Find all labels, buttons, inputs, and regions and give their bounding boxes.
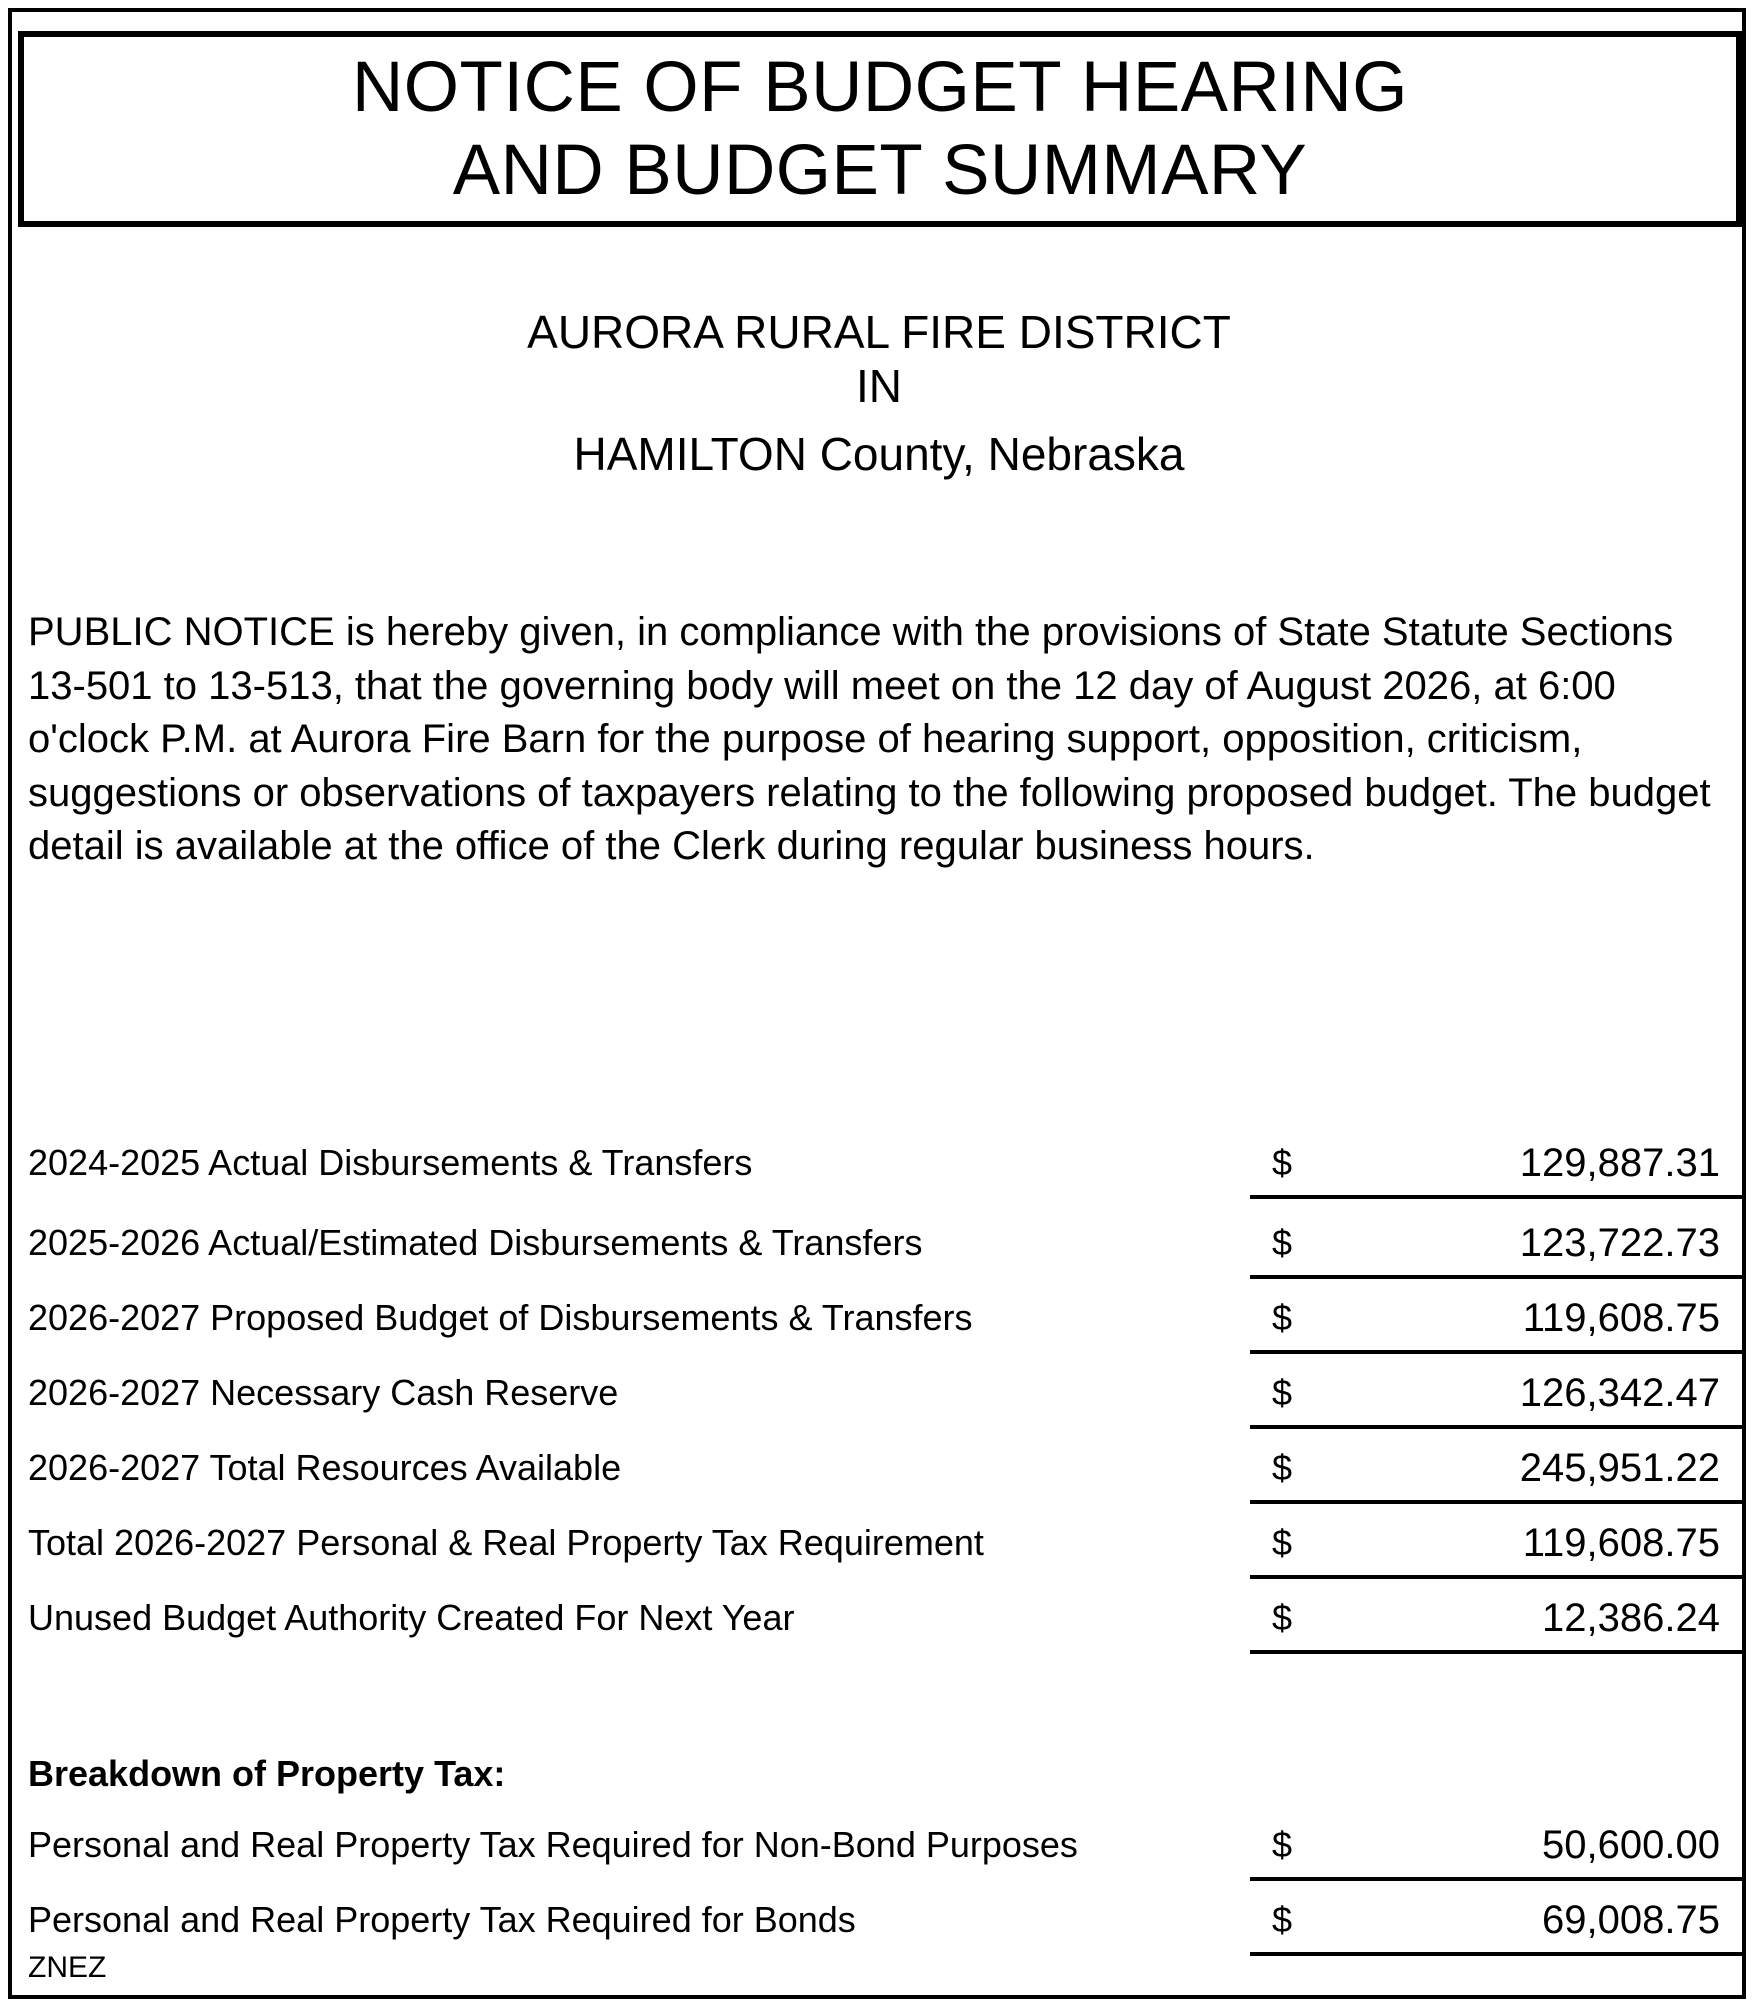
entity-county: HAMILTON County, Nebraska xyxy=(573,428,1185,480)
summary-row xyxy=(28,1219,1738,1279)
breakdown-row-amount: 69,008.75 xyxy=(1542,1898,1720,1942)
public-notice-paragraph: PUBLIC NOTICE is hereby given, in compliance with the provisions of State Statute Sections 13-501 to 13-513, that the governing body will meet on the 12 day of August 2026, at 6:00 o'clock P.M. at Aurora Fire Barn for the purpose of hearing support, opposition, criticism, suggestions or observations of taxpayers relating to the following proposed budget. The budget detail is available at the office of the Clerk during regular business hours. xyxy=(28,610,1711,868)
dollar-sign: $ xyxy=(1272,1297,1293,1338)
summary-row-amount: 126,342.47 xyxy=(1519,1371,1720,1415)
entity-name: AURORA RURAL FIRE DISTRICT xyxy=(527,306,1231,358)
dollar-sign: $ xyxy=(1272,1522,1293,1563)
summary-row xyxy=(28,1594,1738,1654)
amount-underline xyxy=(1250,1350,1743,1354)
breakdown-row-label: Personal and Real Property Tax Required for Bonds xyxy=(28,1899,856,1940)
dollar-sign: $ xyxy=(1272,1824,1293,1865)
summary-row-label: 2026-2027 Necessary Cash Reserve xyxy=(28,1372,619,1413)
dollar-sign: $ xyxy=(1272,1597,1293,1638)
breakdown-heading: Breakdown of Property Tax: xyxy=(28,1753,506,1794)
summary-row xyxy=(28,1519,1738,1579)
breakdown-row xyxy=(28,1821,1738,1881)
summary-row-amount: 119,608.75 xyxy=(1522,1521,1720,1565)
summary-row-amount: 123,722.73 xyxy=(1519,1221,1720,1265)
amount-underline xyxy=(1250,1425,1743,1429)
summary-row-label: 2024-2025 Actual Disbursements & Transfers xyxy=(28,1142,753,1183)
summary-row xyxy=(28,1444,1738,1504)
amount-underline xyxy=(1250,1275,1743,1279)
amount-underline xyxy=(1250,1952,1743,1956)
amount-underline xyxy=(1250,1575,1743,1579)
dollar-sign: $ xyxy=(1272,1142,1293,1183)
summary-row-label: 2025-2026 Actual/Estimated Disbursements & Transfers xyxy=(28,1222,923,1263)
dollar-sign: $ xyxy=(1272,1447,1293,1488)
entity-connector: IN xyxy=(856,360,902,412)
breakdown-row-amount: 50,600.00 xyxy=(1542,1823,1720,1867)
summary-row-label: Total 2026-2027 Personal & Real Property Tax Requirement xyxy=(28,1522,984,1563)
summary-row-amount: 12,386.24 xyxy=(1542,1596,1720,1640)
summary-row-label: Unused Budget Authority Created For Next Year xyxy=(28,1597,795,1638)
breakdown-row xyxy=(28,1896,1738,1956)
footer-code: ZNEZ xyxy=(28,1951,107,1984)
dollar-sign: $ xyxy=(1272,1222,1293,1263)
amount-underline xyxy=(1250,1500,1743,1504)
title-line-1: NOTICE OF BUDGET HEARING xyxy=(351,48,1409,127)
summary-row-amount: 245,951.22 xyxy=(1519,1446,1720,1490)
summary-row xyxy=(28,1139,1738,1199)
summary-row-amount: 129,887.31 xyxy=(1519,1141,1720,1185)
summary-row-amount: 119,608.75 xyxy=(1522,1296,1720,1340)
breakdown-row-label: Personal and Real Property Tax Required for Non-Bond Purposes xyxy=(28,1824,1078,1865)
dollar-sign: $ xyxy=(1272,1899,1293,1940)
amount-underline xyxy=(1250,1195,1743,1199)
summary-row xyxy=(28,1294,1738,1354)
amount-underline xyxy=(1250,1877,1743,1881)
summary-row xyxy=(28,1369,1738,1429)
title-box xyxy=(18,31,1742,227)
title-line-2: AND BUDGET SUMMARY xyxy=(452,131,1308,210)
dollar-sign: $ xyxy=(1272,1372,1293,1413)
summary-row-label: 2026-2027 Total Resources Available xyxy=(28,1447,622,1488)
amount-underline xyxy=(1250,1650,1743,1654)
summary-row-label: 2026-2027 Proposed Budget of Disbursements & Transfers xyxy=(28,1297,973,1338)
